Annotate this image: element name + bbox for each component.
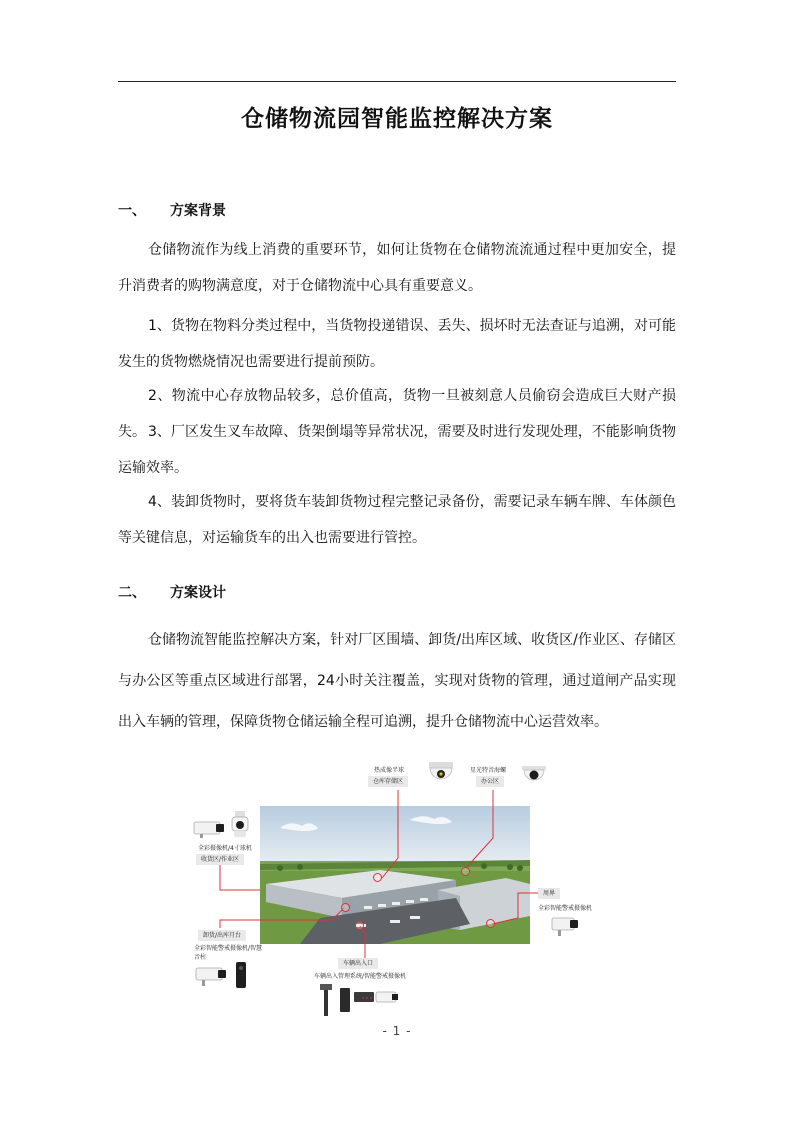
bullet-camera-icon bbox=[192, 818, 228, 840]
section-2-title: 方案设计 bbox=[170, 585, 226, 601]
office-device-label: 星光特音海螺 bbox=[470, 767, 507, 774]
smart-speaker-icon bbox=[234, 960, 248, 990]
loading-camera-icon bbox=[194, 962, 230, 992]
perimeter-area-label: 周界 bbox=[538, 888, 560, 899]
document-title: 仓储物流园智能监控解决方案 bbox=[241, 106, 553, 132]
receiving-area-label: 收货区/作业区 bbox=[196, 854, 244, 865]
entrance-device-label: 车辆出入管理系统/智能警戒摄像机 bbox=[314, 973, 407, 980]
loading-device-label: 全彩智能警戒摄像机/智慧音柱 bbox=[194, 945, 263, 961]
turret-camera-icon bbox=[520, 760, 548, 788]
page-number: - 1 - bbox=[382, 1024, 412, 1038]
storage-area-label: 仓库存储区 bbox=[368, 776, 408, 787]
barrier-gate-system-icon bbox=[316, 982, 416, 1018]
section-2-number: 二、 bbox=[118, 585, 146, 601]
section-1-title: 方案背景 bbox=[170, 203, 226, 219]
storage-device-label: 热成像半球 bbox=[374, 767, 405, 774]
section-1-intro: 仓储物流作为线上消费的重要环节，如何让货物在仓储物流流通过程中更加安全，提升消费者的购物满意度，对于仓储物流中心具有重要意义。 bbox=[118, 242, 676, 294]
marker-perimeter bbox=[486, 919, 495, 928]
section-2-body: 仓储物流智能监控解决方案，针对厂区围墙、卸货/出库区域、收货区/作业区、存储区与办公区等重点区域进行部署，24小时关注覆盖，实现对货物的管理，通过道闸产品实现出入车辆的管理，保障货物仓储运输全程可追溯，提升仓储物流中心运营效率。 bbox=[118, 632, 676, 730]
section-1-point-2: 2、物流中心存放物品较多，总价值高，货物一旦被刻意人员偷窃会造成巨大财产损失。 bbox=[118, 388, 676, 440]
section-1-point-1: 1、货物在物料分类过程中，当货物投递错误、丢失、损坏时无法查证与追溯，对可能发生的货物燃烧情况也需要进行提前预防。 bbox=[118, 318, 676, 370]
marker-storage bbox=[373, 873, 382, 882]
marker-receiving bbox=[341, 903, 350, 912]
section-1-point-4: 4、装卸货物时，要将货车装卸货物过程完整记录备份，需要记录车辆车牌、车体颜色等关键信息，对运输货车的出入也需要进行管控。 bbox=[118, 494, 676, 546]
header-rule bbox=[118, 81, 676, 82]
thermal-dome-camera-icon bbox=[426, 760, 456, 788]
marker-office bbox=[461, 867, 470, 876]
perimeter-camera-icon bbox=[550, 914, 582, 940]
section-1-number: 一、 bbox=[118, 203, 146, 219]
loading-area-label: 卸货/出库月台 bbox=[198, 930, 246, 941]
section-1-point-3: 3、厂区发生叉车故障、货架倒塌等异常状况，需要及时进行发现处理，不能影响货物运输效率。 bbox=[118, 424, 676, 476]
receiving-device-label: 全彩摄像机/4寸球机 bbox=[198, 845, 252, 852]
entrance-area-label: 车辆出入口 bbox=[338, 958, 378, 969]
section-2-heading bbox=[118, 582, 226, 602]
solution-diagram bbox=[180, 758, 620, 1020]
perimeter-device-label: 全彩智能警戒摄像机 bbox=[538, 905, 593, 912]
section-1-heading bbox=[118, 200, 226, 220]
ptz-dome-camera-icon bbox=[228, 810, 252, 840]
office-area-label: 办公区 bbox=[476, 776, 504, 787]
marker-entrance bbox=[355, 921, 364, 930]
